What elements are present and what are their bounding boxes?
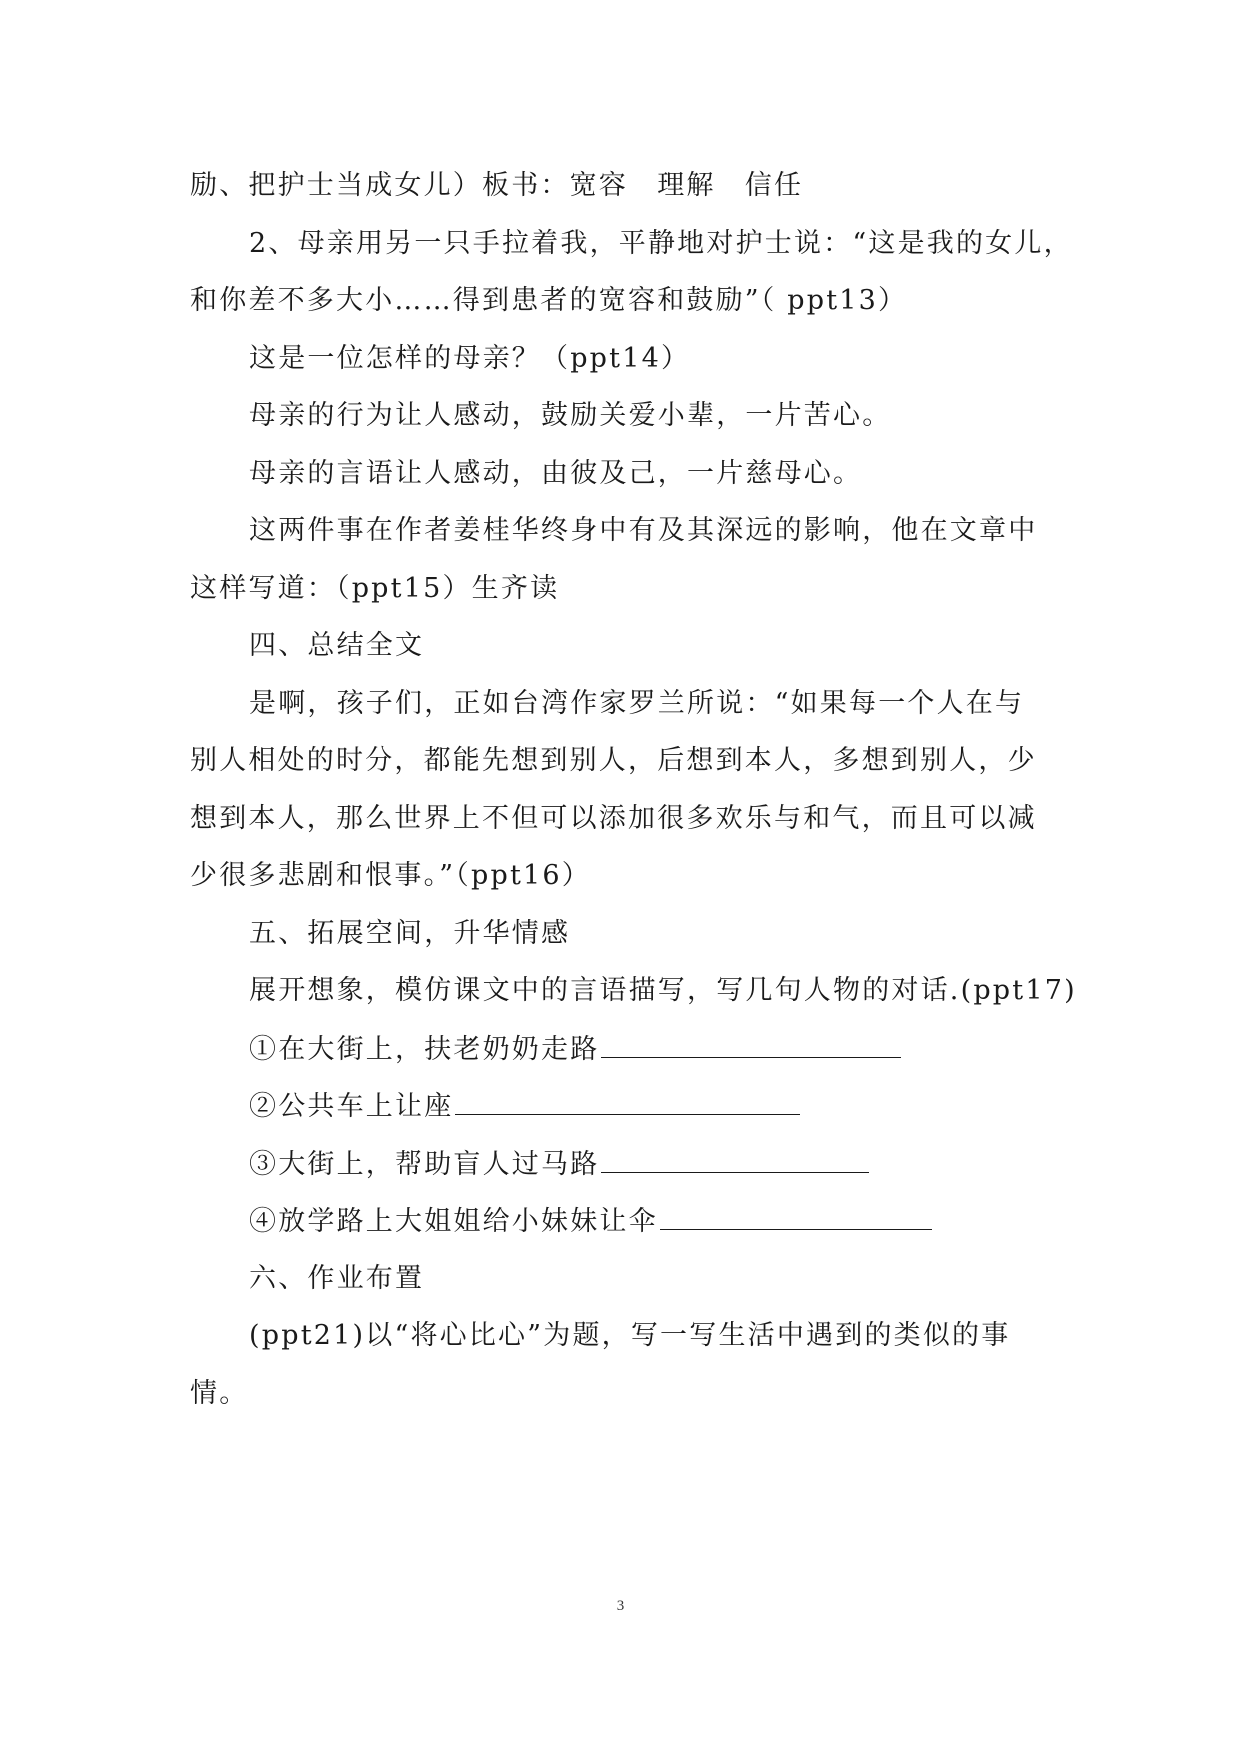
exercise-item-4	[249, 1203, 1129, 1240]
text-line-15: 展开想象，模仿课文中的言语描写，写几句人物的对话.(ppt17)	[249, 975, 1077, 1006]
exercise-item-3	[249, 1146, 1129, 1183]
text-line-4: 这是一位怎样的母亲？（ppt14）	[249, 343, 691, 374]
text-line-12: 想到本人，那么世界上不但可以添加很多欢乐与和气，而且可以减	[190, 803, 1037, 834]
text-line-1: 励、把护士当成女儿）板书：宽容 理解 信任	[190, 170, 804, 201]
text-line-5: 母亲的行为让人感动，鼓励关爱小辈，一片苦心。	[249, 400, 892, 431]
section-heading-4: 四、总结全文	[249, 630, 425, 661]
exercise-item-2	[249, 1088, 1129, 1125]
section-heading-6: 六、作业布置	[249, 1263, 425, 1294]
answer-blank-1[interactable]	[601, 1031, 901, 1058]
page-number: 3	[616, 1598, 625, 1614]
answer-blank-4[interactable]	[660, 1203, 932, 1230]
exercise-item-1	[249, 1031, 1129, 1068]
text-line-7: 这两件事在作者姜桂华终身中有及其深远的影响，他在文章中	[249, 515, 1038, 546]
exercise-item-2-text: ②公共车上让座	[249, 1091, 454, 1122]
text-line-2: 2、母亲用另一只手拉着我，平静地对护士说：“这是我的女儿，	[249, 228, 1073, 259]
text-line-21: (ppt21)以“将心比心”为题，写一写生活中遇到的类似的事	[249, 1320, 1011, 1351]
exercise-item-1-text: ①在大街上，扶老奶奶走路	[249, 1034, 600, 1065]
exercise-item-3-text: ③大街上，帮助盲人过马路	[249, 1149, 600, 1180]
text-line-10: 是啊，孩子们，正如台湾作家罗兰所说：“如果每一个人在与	[249, 688, 1025, 719]
answer-blank-3[interactable]	[601, 1146, 869, 1173]
text-line-3: 和你差不多大小……得到患者的宽容和鼓励”（ ppt13）	[190, 285, 908, 316]
text-line-8: 这样写道：（ppt15）生齐读	[190, 573, 560, 604]
answer-blank-2[interactable]	[455, 1088, 800, 1115]
section-heading-5: 五、拓展空间，升华情感	[249, 918, 571, 949]
text-line-6: 母亲的言语让人感动，由彼及己，一片慈母心。	[249, 458, 863, 489]
text-line-11: 别人相处的时分，都能先想到别人，后想到本人，多想到别人，少	[190, 745, 1037, 776]
text-line-13: 少很多悲剧和恨事。”（ppt16）	[190, 860, 591, 891]
exercise-item-4-text: ④放学路上大姐姐给小妹妹让伞	[249, 1206, 658, 1237]
text-line-22: 情。	[190, 1378, 249, 1409]
